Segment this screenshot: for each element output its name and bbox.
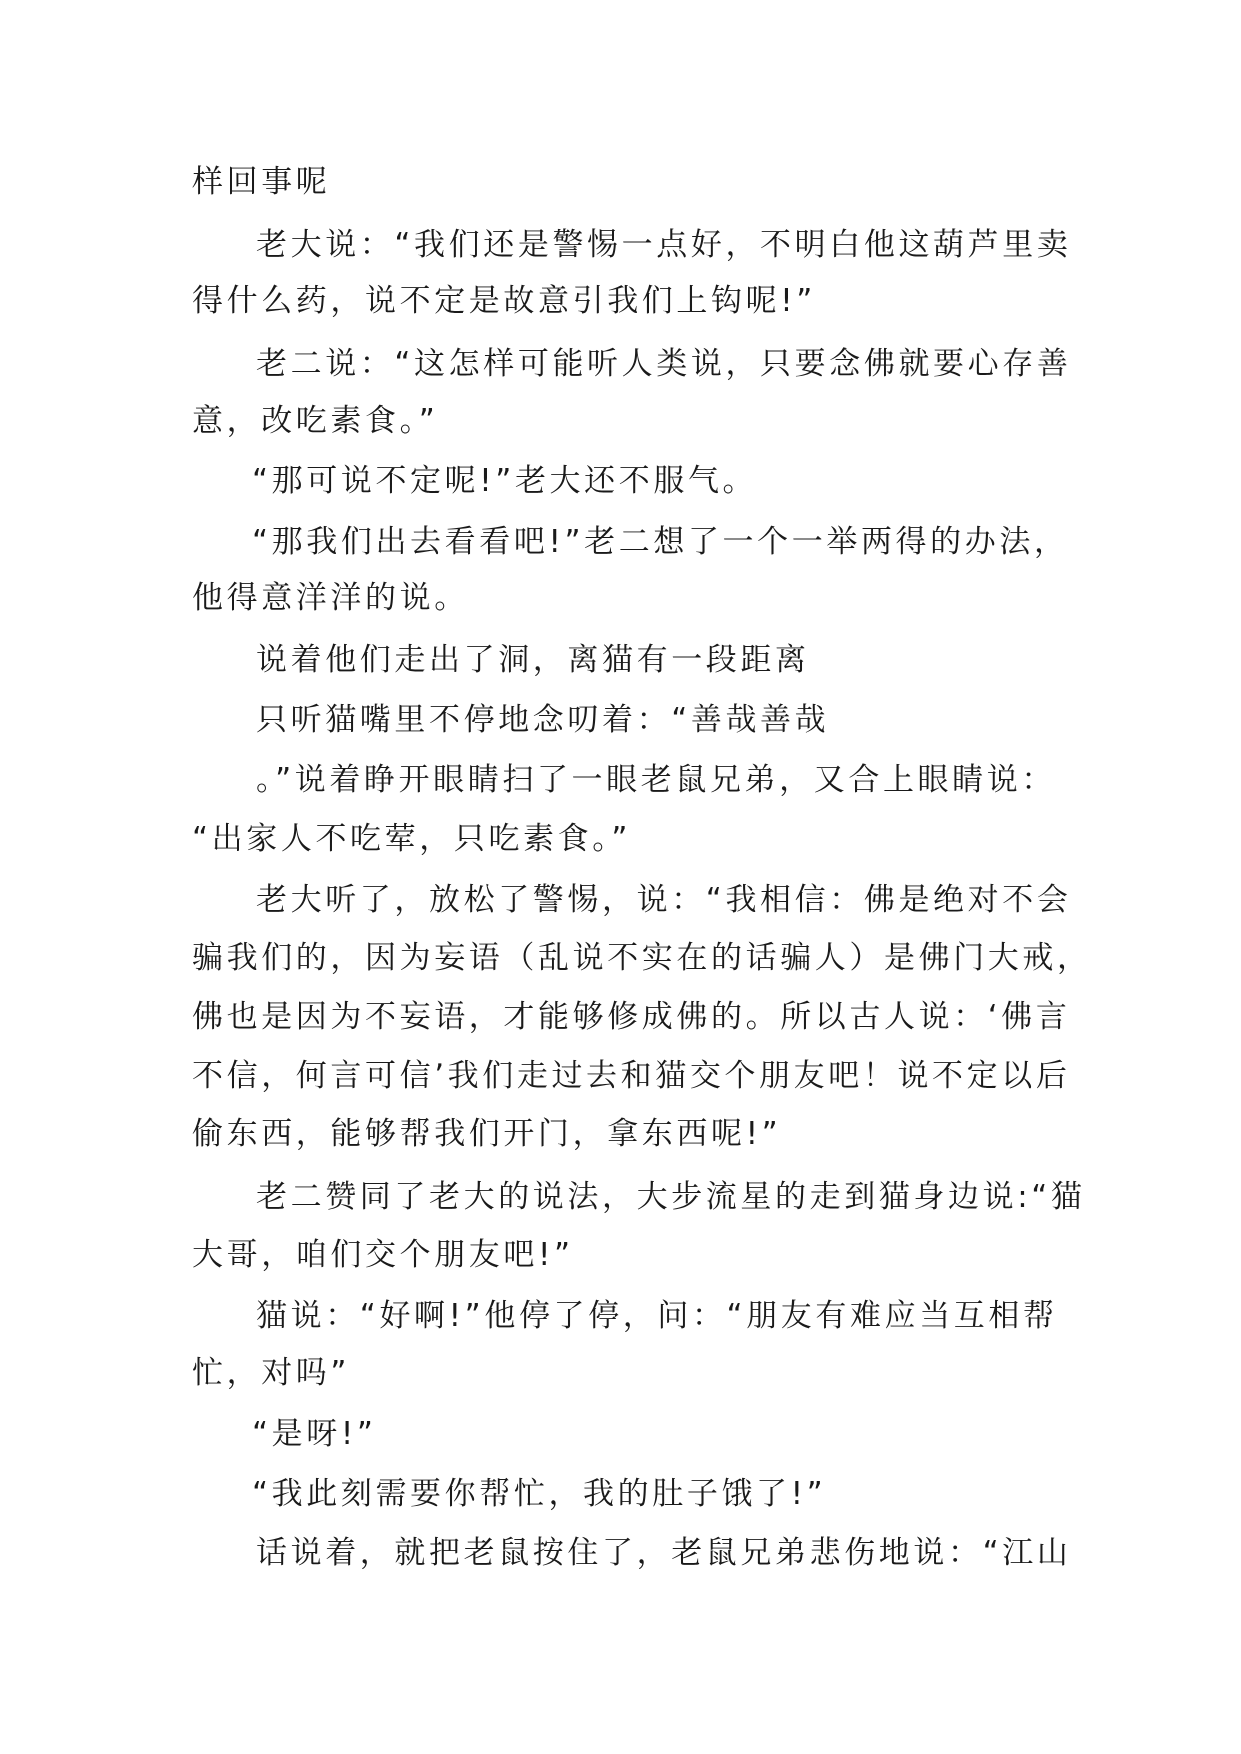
text-line-12: “出家人不吃荤，只吃素食。”	[192, 821, 632, 857]
text-line-6: “那可说不定呢!”老大还不服气。	[252, 463, 758, 499]
text-line-3: 得什么药，说不定是故意引我们上钩呢!”	[192, 283, 816, 319]
text-line-20: 猫说：“好啊!”他停了停，问：“朋友有难应当互相帮	[256, 1298, 1058, 1334]
text-line-8: 他得意洋洋的说。	[192, 580, 469, 616]
text-line-2: 老大说：“我们还是警惕一点好，不明白他这葫芦里卖	[256, 227, 1072, 263]
text-line-18: 老二赞同了老大的说法，大步流星的走到猫身边说:“猫	[256, 1179, 1086, 1215]
text-line-23: “我此刻需要你帮忙，我的肚子饿了!”	[252, 1476, 827, 1512]
text-line-21: 忙，对吗”	[192, 1355, 351, 1391]
text-line-5: 意，改吃素食。”	[192, 403, 439, 439]
text-line-16: 不信，何言可信’我们走过去和猫交个朋友吧！说不定以后	[192, 1058, 1071, 1094]
text-line-13: 老大听了，放松了警惕，说：“我相信：佛是绝对不会	[256, 882, 1072, 918]
text-line-9: 说着他们走出了洞，离猫有一段距离	[256, 642, 810, 678]
text-line-24: 话说着，就把老鼠按住了，老鼠兄弟悲伤地说：“江山	[256, 1535, 1072, 1571]
text-line-14: 骗我们的，因为妄语（乱说不实在的话骗人）是佛门大戒，	[192, 940, 1092, 976]
text-line-11: 。”说着睁开眼睛扫了一眼老鼠兄弟，又合上眼睛说：	[256, 762, 1056, 798]
text-line-4: 老二说：“这怎样可能听人类说，只要念佛就要心存善	[256, 346, 1072, 382]
text-line-19: 大哥，咱们交个朋友吧!”	[192, 1237, 574, 1273]
text-line-7: “那我们出去看看吧!”老二想了一个一举两得的办法，	[252, 524, 1069, 560]
text-line-22: “是呀!”	[252, 1416, 377, 1452]
text-line-10: 只听猫嘴里不停地念叨着：“善哉善哉	[256, 702, 830, 738]
text-line-17: 偷东西，能够帮我们开门，拿东西呢!”	[192, 1116, 782, 1152]
text-line-1: 样回事呢	[192, 164, 331, 200]
text-line-15: 佛也是因为不妄语，才能够修成佛的。所以古人说：‘佛言	[192, 999, 1071, 1035]
